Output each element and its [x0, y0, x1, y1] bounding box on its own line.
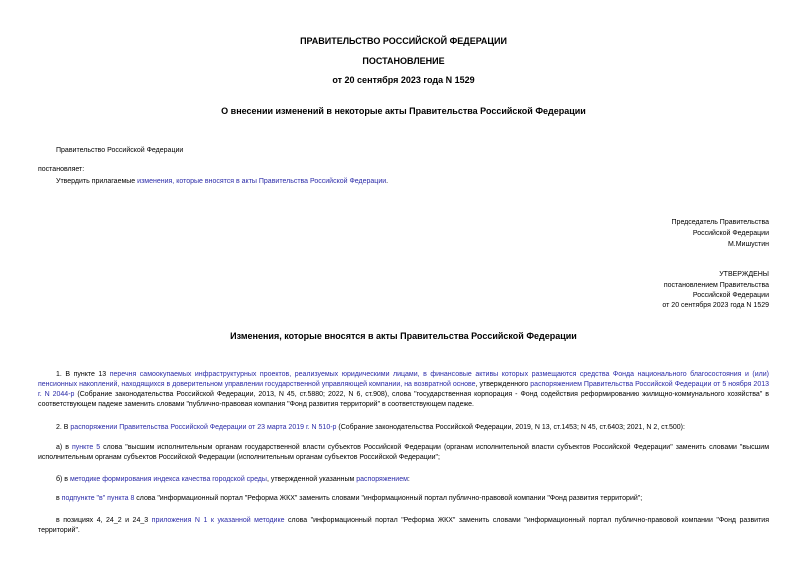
item-2b-sub2 [38, 516, 769, 536]
approved-by: постановлением Правительства [663, 282, 769, 289]
item-2-text-a: 2. В [56, 424, 71, 431]
item-2b-text-c: : [407, 476, 410, 483]
document-type: ПОСТАНОВЛЕНИЕ [362, 56, 445, 66]
item-2b-sub2-text-a: в позициях 4, 24_2 и 24_3 [56, 517, 152, 524]
item-2b [38, 475, 769, 485]
approved-label: УТВЕРЖДЕНЫ [719, 271, 769, 278]
item-2b-text-b: , утвержденной указанным [266, 476, 357, 483]
preamble-government: Правительство Российской Федерации [56, 147, 184, 154]
preamble-decides: постановляет: [38, 166, 85, 173]
item-2a-text-b: слова "высшим исполнительным органам государственной власти субъектов Российской Федерации (органам исполнительной власти субъектов Российской Федерации" заменить словами "высшим исполнительным органам субъектов Российской Федерации (исполнительным органам субъектов Российской Федерации"; [38, 444, 770, 461]
item-2a [38, 443, 769, 463]
item-2b-sub1 [38, 494, 769, 504]
item-2a-text-a: а) в [56, 444, 72, 451]
item-2 [38, 423, 769, 433]
approve-prefix: Утвердить прилагаемые [56, 178, 138, 185]
document-date: от 20 сентября 2023 года N 1529 [332, 75, 475, 85]
approve-suffix: . [386, 178, 389, 185]
item-2b-text-a: б) в [56, 476, 70, 483]
item-2-text-b: (Собрание законодательства Российской Федерации, 2019, N 13, ст.1453; N 45, ст.6403; 2021, N 2, ст.500): [336, 424, 685, 431]
government-heading: ПРАВИТЕЛЬСТВО РОССИЙСКОЙ ФЕДЕРАЦИИ [300, 36, 507, 46]
item-2b-sub1-text-a: в [56, 495, 62, 502]
signature-title: Председатель Правительства [671, 219, 769, 226]
signature-subtitle: Российской Федерации [692, 230, 769, 237]
item-2b-sub2-text-b: слова "информационный портал "Реформа ЖКХ" заменить словами "информационный портал публично-правовой компании "Фонд развития территорий". [38, 517, 769, 534]
order-510-link[interactable]: распоряжении Правительства Российской Федерации от 23 марта 2019 г. N 510-р [70, 424, 337, 431]
point-5-link[interactable]: пункте 5 [71, 444, 101, 451]
signature-name: М.Мишустин [727, 241, 769, 248]
approve-paragraph [56, 177, 388, 187]
infrastructure-projects-list-link[interactable]: перечня самоокупаемых инфраструктурных проектов, реализуемых юридическими лицами, в финансовые активы которых размещаются средства Фонда национального благосостояния и (или) пенсионных накоплений, находящихся в доверительном управлении государственной управляющей компании, на возвратной основе [38, 371, 769, 388]
order-link[interactable]: распоряжением [356, 476, 408, 483]
item-1 [38, 370, 769, 410]
methodology-link[interactable]: методике формирования индекса качества городской среды [69, 476, 267, 483]
order-2044-link[interactable]: распоряжением Правительства Российской Федерации от 5 ноября 2013 г. N 2044-р [38, 381, 770, 398]
item-2b-sub1-text-b: слова "информационный портал "Реформа ЖКХ" заменить словами "информационный портал публично-правовой компании "Фонд развития территорий"; [134, 495, 643, 502]
item-1-text-a: 1. В пункте 13 [56, 371, 110, 378]
item-1-text-b: , утвержденного [475, 381, 531, 388]
item-1-text-c: (Собрание законодательства Российской Федерации, 2013, N 45, ст.5880; 2022, N 6, ст.908), слова "государственная корпорация - Фонд содействия реформированию жилищно-коммунального хозяйства" в соответствующем падеже заменить словами "публично-правовая компания "Фонд развития территорий" в соответствующем падеже. [38, 391, 769, 408]
approved-date: от 20 сентября 2023 года N 1529 [662, 302, 769, 309]
subpoint-v-point-8-link[interactable]: подпункте "в" пункта 8 [61, 495, 135, 502]
changes-title: Изменения, которые вносятся в акты Правительства Российской Федерации [230, 331, 577, 341]
appendix-1-link[interactable]: приложения N 1 к указанной методике [151, 517, 285, 524]
approved-federation: Российской Федерации [692, 292, 769, 299]
changes-link[interactable]: изменения, которые вносятся в акты Правительства Российской Федерации [137, 178, 387, 185]
document-title: О внесении изменений в некоторые акты Правительства Российской Федерации [221, 106, 586, 116]
